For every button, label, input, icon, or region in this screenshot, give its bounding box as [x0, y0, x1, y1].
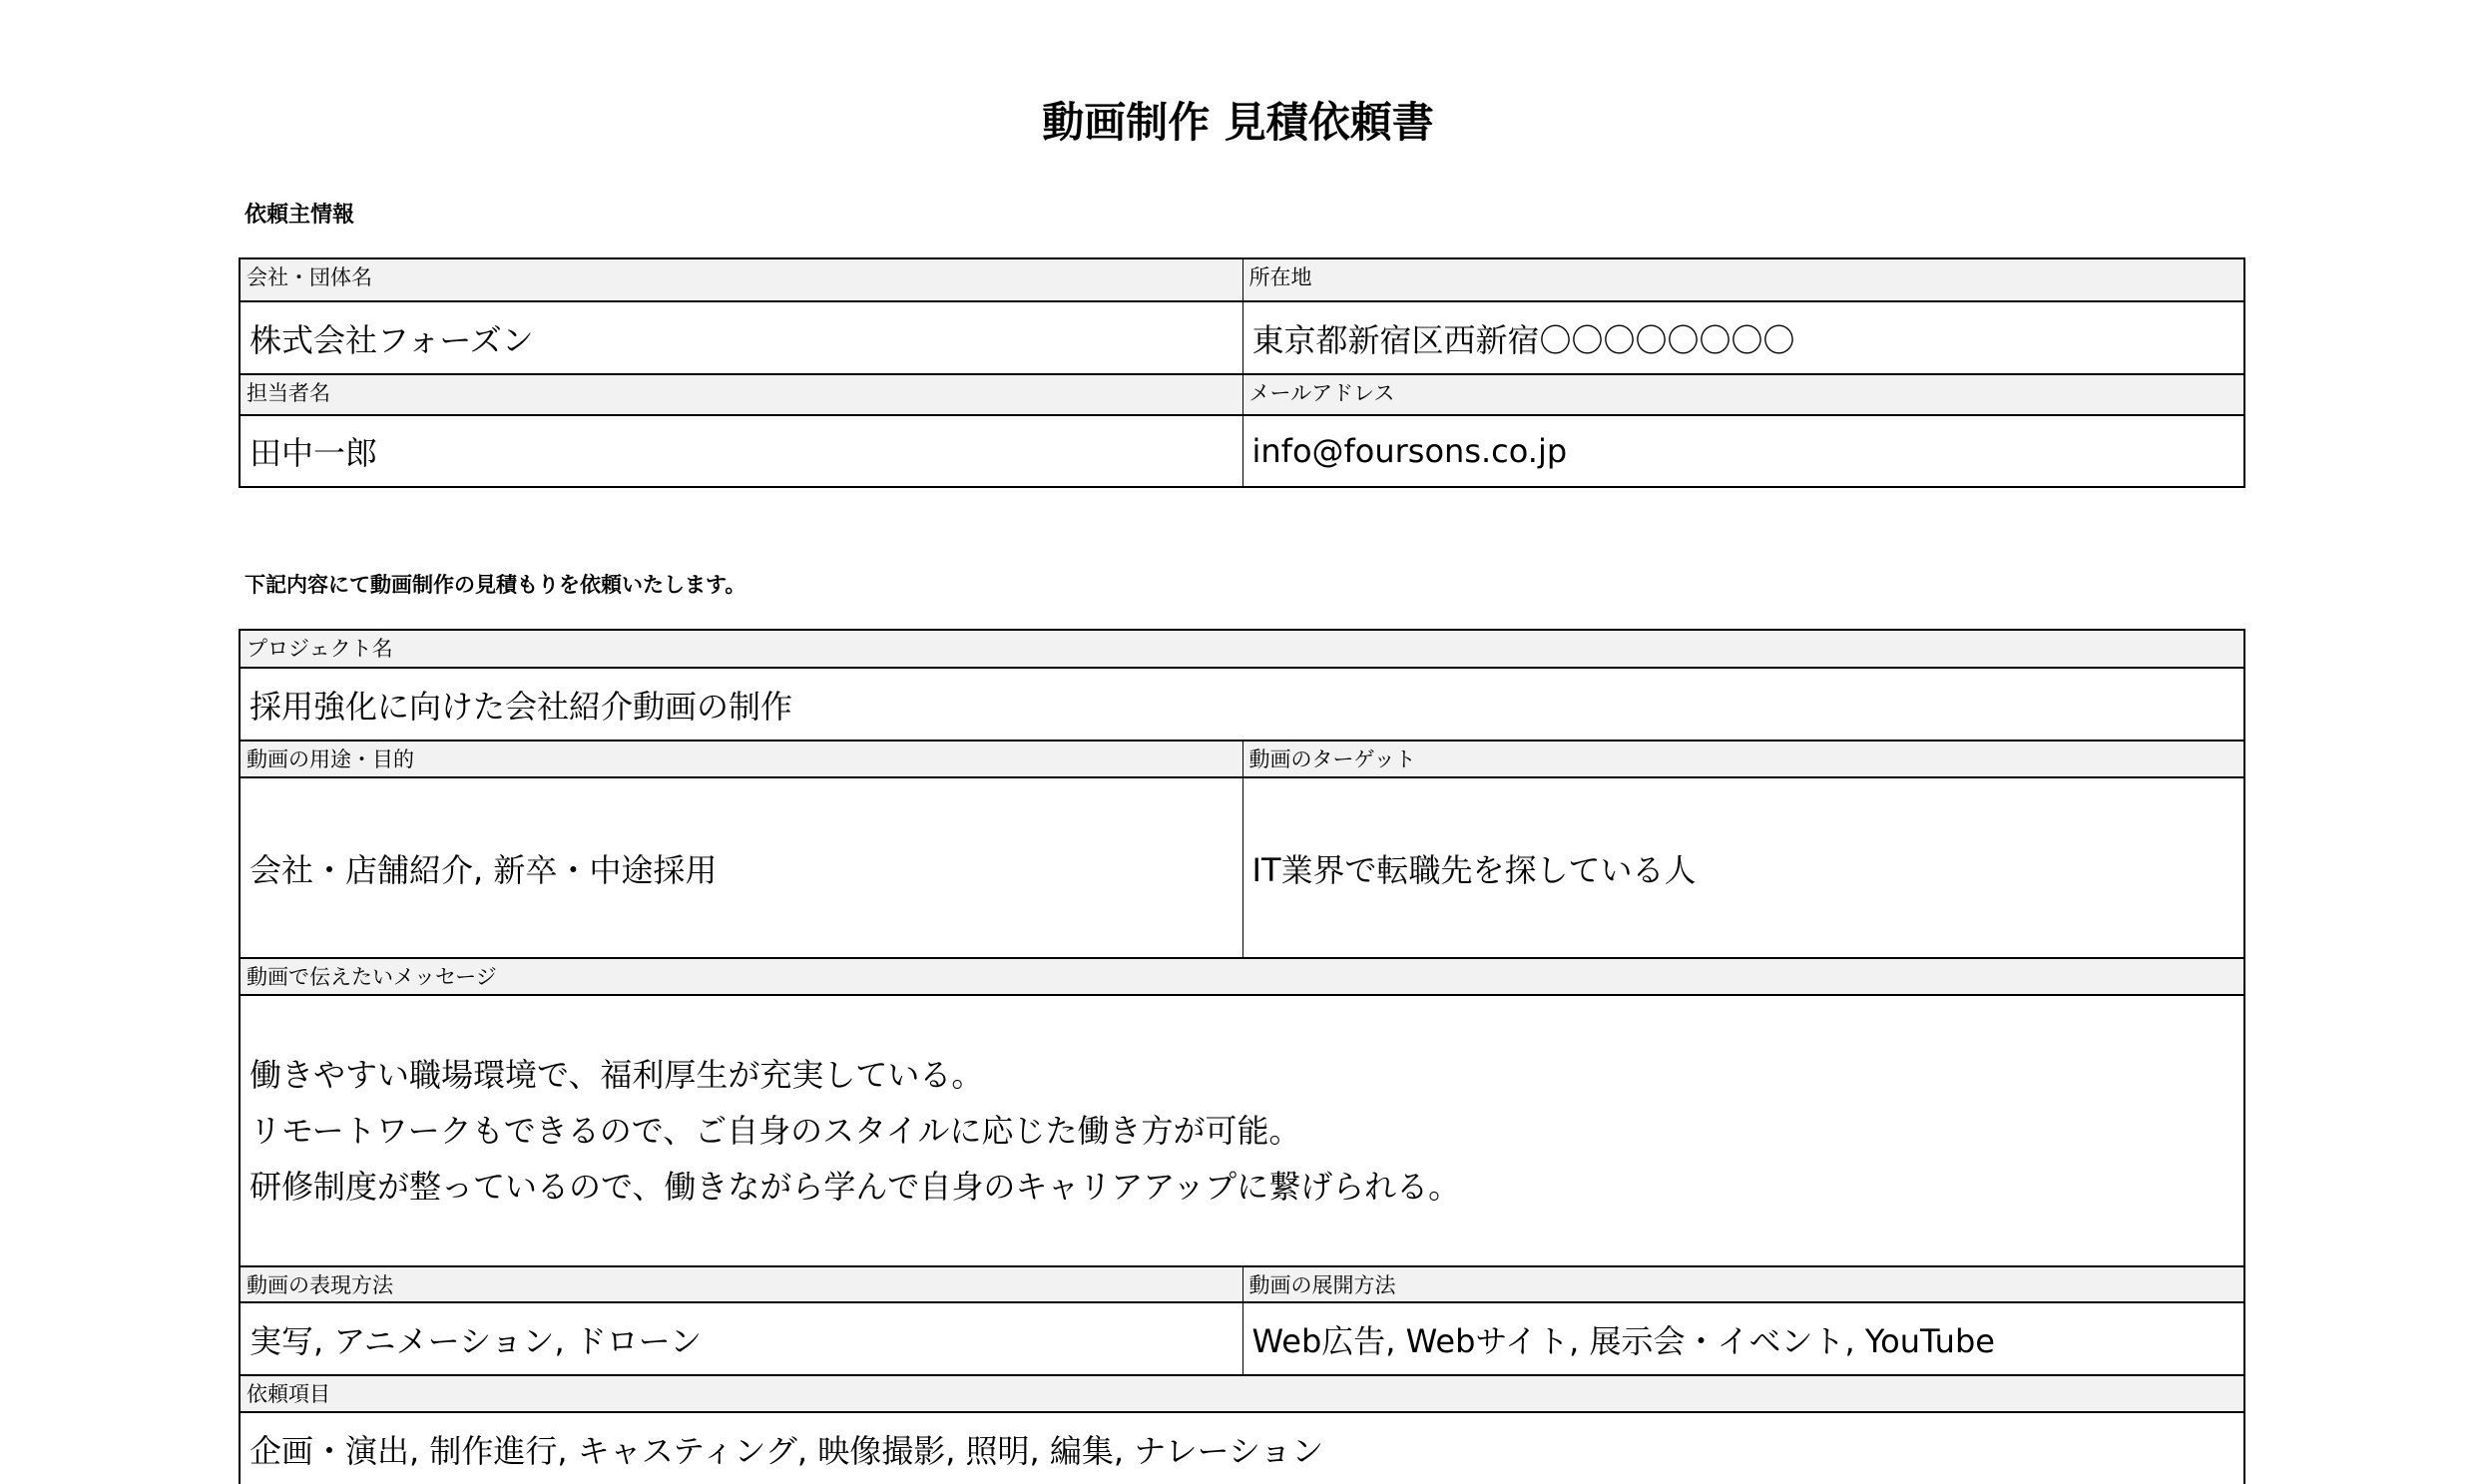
- target-label: 動画のターゲット: [1242, 742, 2244, 776]
- expression-label: 動画の表現方法: [241, 1267, 1242, 1301]
- address-value[interactable]: 東京都新宿区西新宿〇〇〇〇〇〇〇〇: [1242, 302, 2244, 373]
- project-value[interactable]: 採用強化に向けた会社紹介動画の制作: [249, 687, 793, 726]
- company-label: 会社・団体名: [241, 259, 1242, 300]
- address-label: 所在地: [1242, 259, 2244, 300]
- project-label: プロジェクト名: [241, 631, 2243, 667]
- contact-value[interactable]: 田中一郎: [249, 434, 378, 472]
- items-value[interactable]: 企画・演出, 制作進行, キャスティング, 映像撮影, 照明, 編集, ナレーション: [249, 1431, 1324, 1470]
- contact-label: 担当者名: [241, 375, 1242, 414]
- company-value[interactable]: 株式会社フォーズン: [249, 320, 534, 359]
- message-line: リモートワークもできるので、ご自身のスタイルに応じた働き方が可能。: [249, 1112, 1301, 1150]
- message-label: 動画で伝えたいメッセージ: [241, 959, 2243, 994]
- target-value[interactable]: IT業界で転職先を探している人: [1242, 778, 2244, 957]
- purpose-label: 動画の用途・目的: [241, 742, 1242, 776]
- deployment-label: 動画の展開方法: [1242, 1267, 2244, 1301]
- deployment-value[interactable]: Web広告, Webサイト, 展示会・イベント, YouTube: [1242, 1303, 2244, 1374]
- expression-value[interactable]: 実写, アニメーション, ドローン: [249, 1321, 703, 1360]
- client-info-table: [239, 257, 2245, 488]
- message-value[interactable]: [241, 996, 2243, 1265]
- request-intro: 下記内容にて動画制作の見積もりを依頼いたします。: [245, 573, 746, 597]
- message-line: 研修制度が整っているので、働きながら学んで自身のキャリアアップに繋げられる。: [249, 1168, 1461, 1206]
- request-table: [239, 629, 2245, 1484]
- email-label: メールアドレス: [1242, 375, 2244, 414]
- message-line: 働きやすい職場環境で、福利厚生が充実している。: [249, 1056, 984, 1094]
- client-section-heading: 依頼主情報: [245, 203, 355, 228]
- document-title: 動画制作 見積依頼書: [1042, 98, 1434, 147]
- purpose-value[interactable]: 会社・店舗紹介, 新卒・中途採用: [249, 850, 718, 889]
- email-value[interactable]: info@foursons.co.jp: [1242, 416, 2244, 486]
- items-label: 依頼項目: [241, 1376, 2243, 1411]
